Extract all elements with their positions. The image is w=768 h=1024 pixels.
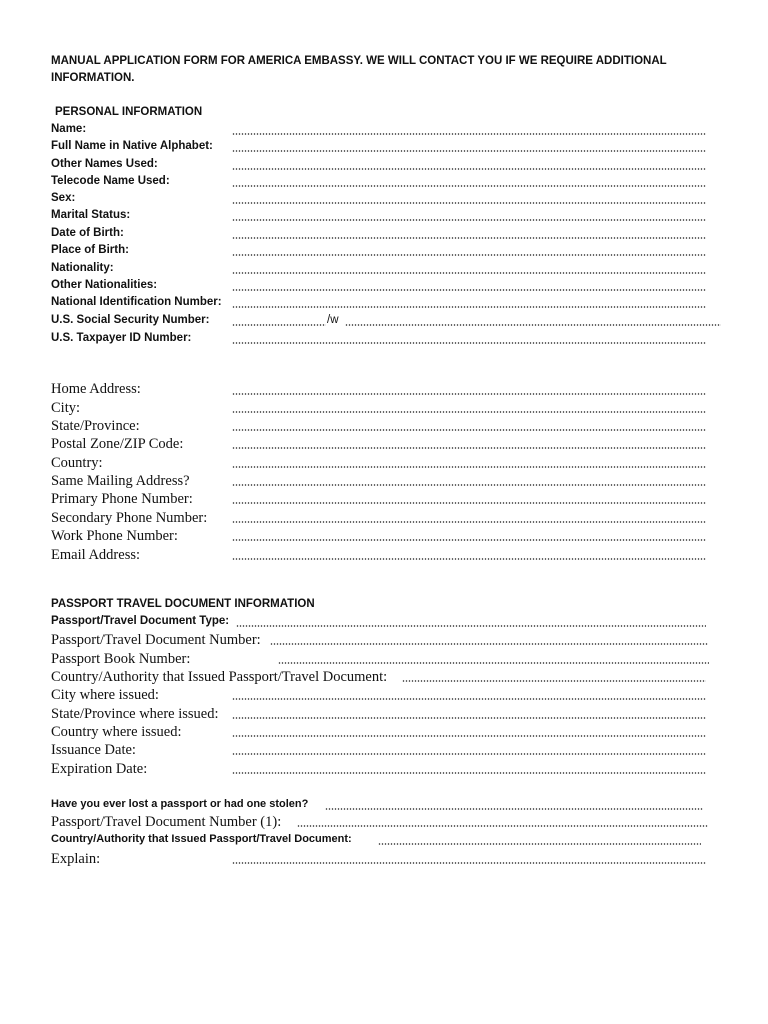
place-of-birth-field[interactable] [232, 254, 706, 256]
nationality-label: Nationality: [51, 262, 114, 274]
taxpayer-id-field[interactable] [232, 342, 706, 344]
secondary-phone-label: Secondary Phone Number: [51, 510, 208, 526]
state-province-label: State/Province: [51, 418, 140, 434]
home-address-field[interactable] [232, 393, 706, 395]
work-phone-label: Work Phone Number: [51, 528, 178, 544]
native-name-label: Full Name in Native Alphabet: [51, 140, 213, 152]
same-mailing-address-field[interactable] [232, 484, 706, 486]
city-issued-field[interactable] [232, 698, 706, 700]
explain-label: Explain: [51, 851, 101, 867]
country-issued-field[interactable] [232, 735, 706, 737]
ssn-label: U.S. Social Security Number: [51, 314, 210, 326]
lost-issuing-authority-field[interactable] [378, 843, 701, 845]
postal-code-label: Postal Zone/ZIP Code: [51, 436, 184, 452]
city-issued-label: City where issued: [51, 687, 159, 703]
telecode-name-label: Telecode Name Used: [51, 175, 170, 187]
primary-phone-field[interactable] [232, 502, 706, 504]
email-address-label: Email Address: [51, 547, 141, 563]
ssn-field-part-2[interactable] [345, 324, 721, 326]
book-number-field[interactable] [278, 662, 709, 664]
issuance-date-label: Issuance Date: [51, 742, 136, 758]
date-of-birth-field[interactable] [232, 237, 706, 239]
postal-code-field[interactable] [232, 447, 706, 449]
state-issued-label: State/Province where issued: [51, 706, 219, 722]
issuance-date-field[interactable] [232, 753, 706, 755]
expiration-date-label: Expiration Date: [51, 761, 148, 777]
name-field[interactable] [232, 133, 706, 135]
city-field[interactable] [232, 411, 706, 413]
country-issued-label: Country where issued: [51, 724, 182, 740]
document-type-field[interactable] [236, 625, 706, 627]
marital-status-label: Marital Status: [51, 209, 131, 221]
form-title-line-1: MANUAL APPLICATION FORM FOR AMERICA EMBASSY. WE WILL CONTACT YOU IF WE REQUIRE ADDITIONAL [51, 55, 667, 67]
lost-passport-question: Have you ever lost a passport or had one stolen? [51, 798, 309, 810]
ssn-separator: /w [327, 314, 339, 326]
state-issued-field[interactable] [232, 717, 706, 719]
marital-status-field[interactable] [232, 219, 706, 221]
same-mailing-address-label: Same Mailing Address? [51, 473, 190, 489]
document-number-field[interactable] [270, 643, 708, 645]
country-label: Country: [51, 455, 103, 471]
native-name-field[interactable] [232, 150, 706, 152]
email-address-field[interactable] [232, 558, 706, 560]
lost-document-number-field[interactable] [297, 825, 708, 827]
other-nationalities-label: Other Nationalities: [51, 279, 158, 291]
national-id-field[interactable] [232, 306, 706, 308]
city-label: City: [51, 400, 81, 416]
work-phone-field[interactable] [232, 539, 706, 541]
lost-passport-answer-field[interactable] [325, 808, 703, 810]
form-title-line-2: INFORMATION. [51, 72, 135, 84]
document-type-label: Passport/Travel Document Type: [51, 615, 230, 627]
other-names-field[interactable] [232, 168, 706, 170]
home-address-label: Home Address: [51, 381, 141, 397]
sex-field[interactable] [232, 202, 706, 204]
country-field[interactable] [232, 466, 706, 468]
national-id-label: National Identification Number: [51, 296, 222, 308]
name-label: Name: [51, 123, 87, 135]
taxpayer-id-label: U.S. Taxpayer ID Number: [51, 332, 192, 344]
issuing-authority-label: Country/Authority that Issued Passport/Travel Document: [51, 669, 388, 685]
nationality-field[interactable] [232, 272, 706, 274]
other-names-label: Other Names Used: [51, 158, 158, 170]
secondary-phone-field[interactable] [232, 521, 706, 523]
primary-phone-label: Primary Phone Number: [51, 491, 193, 507]
explain-field[interactable] [232, 862, 706, 864]
lost-issuing-authority-label: Country/Authority that Issued Passport/Travel Document: [51, 833, 352, 845]
telecode-name-field[interactable] [232, 185, 706, 187]
document-number-label: Passport/Travel Document Number: [51, 632, 261, 648]
place-of-birth-label: Place of Birth: [51, 244, 129, 256]
expiration-date-field[interactable] [232, 772, 706, 774]
personal-information-heading: PERSONAL INFORMATION [55, 106, 203, 118]
passport-information-heading: PASSPORT TRAVEL DOCUMENT INFORMATION [51, 598, 315, 610]
ssn-field-part-1[interactable] [232, 324, 326, 326]
state-province-field[interactable] [232, 429, 706, 431]
lost-document-number-label: Passport/Travel Document Number (1): [51, 814, 282, 830]
other-nationalities-field[interactable] [232, 289, 706, 291]
sex-label: Sex: [51, 192, 76, 204]
date-of-birth-label: Date of Birth: [51, 227, 124, 239]
issuing-authority-field[interactable] [402, 680, 706, 682]
book-number-label: Passport Book Number: [51, 651, 191, 667]
